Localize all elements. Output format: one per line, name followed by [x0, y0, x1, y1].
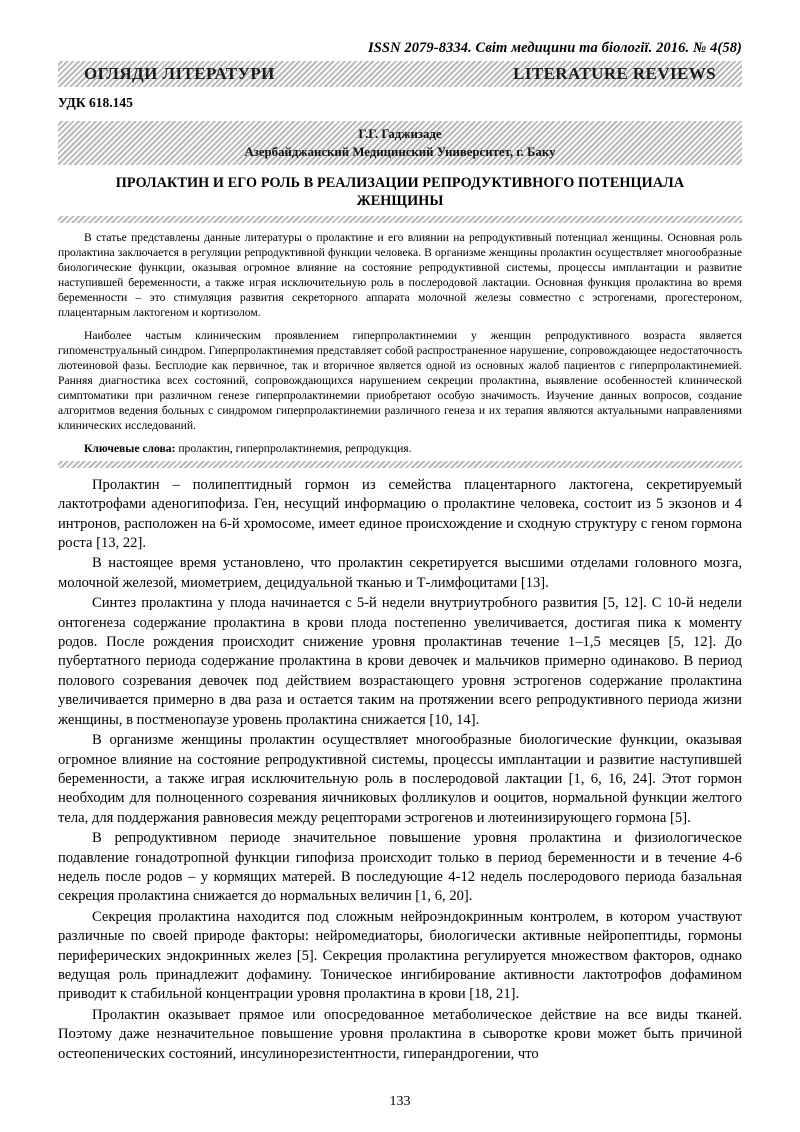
abstract-paragraph-1: В статье представлены данные литературы о пролактине и его влиянии на репродуктивный потенциал женщины. Основная роль пролактина заключается в регуляции репродуктивной функции человека. В организме женщины пролактин осуществляет многообразные биологические функции, оказывая огромное влияние на состояние репродуктивной системы, процессы имплантации и развитие наступившей беременности, а также играя исключительную роль в послеродовой лактации. Основная функция пролактина во время беременности – это стимуляция развития секреторного аппарата молочной железы совместно с эстрогенами, прогестероном, плацентарным лактогеном и кортизолом. [58, 231, 742, 320]
divider-below-abstract [58, 461, 742, 468]
section-title-ua: ОГЛЯДИ ЛІТЕРАТУРИ [84, 64, 275, 84]
body-paragraph-6: Секреция пролактина находится под сложным нейроэндокринным контролем, в котором участвуют различные по своей природе факторы: нейромедиаторы, биологически активные нейропептиды, гормоны периферических эндокринных желез [5]. Секреция пролактина регулируется множеством факторов, однако ведущая роль принадлежит дофамину. Тоническое ингибирование активности лактотрофов дофамином приводит к стабильной концентрации уровня пролактина в крови [18, 21]. [58, 908, 742, 1003]
udk-code: УДК 618.145 [58, 95, 133, 111]
section-header-bar [58, 61, 742, 87]
keywords-line [58, 442, 742, 455]
body-paragraph-4: В организме женщины пролактин осуществляет многообразные биологические функции, оказывая огромное влияние на состояние репродуктивной системы, процессы имплантации и развитие наступившей беременности, а также играя исключительную роль в послеродовой лактации [1, 6, 16, 24]. Этот гормон необходим для полноценного созревания яичниковых фолликулов и ооцитов, нормальной функции желтого тела, для поддержания равновесия между рецепторами эстрогенов и лютеинизирующего гормона [5]. [58, 732, 742, 826]
journal-header-line: ISSN 2079-8334. Світ медицини та біології. 2016. № 4(58) [368, 40, 742, 56]
divider-above-abstract [58, 216, 742, 223]
author-name: Г.Г. Гаджизаде [358, 127, 442, 142]
body-paragraph-5: В репродуктивном периоде значительное повышение уровня пролактина и физиологическое подавление гонадотропной функции гипофиза происходит только в период беременности и в течение 4-6 недель после родов – у кормящих матерей. В последующие 4-12 недель послеродового периода базальная секреция пролактина снижается до нормальных величин [1, 6, 20]. [58, 830, 742, 905]
abstract-paragraph-2: Наиболее частым клиническим проявлением гиперпролактинемии у женщин репродуктивного возраста является гипоменструальный синдром. Гиперпролактинемия представляет собой распространенное нарушение, сопровождающее недостаточность лютеиновой фазы. Бесплодие как первичное, так и вторичное является одной из основных жалоб пациентов с гиперпролактинемией. Ранняя диагностика всех состояний, сопровождающихся нарушением секреции пролактина, выявление особенностей клинической симптоматики при различном генезе гиперпролактинемии приобретают особую значимость. Изучение данных вопросов, создание алгоритмов ведения больных с синдромом гиперпролактинемии различного генеза и их терапия являются актуальными направлениями клинических исследований. [58, 329, 742, 432]
body-paragraph-7: Пролактин оказывает прямое или опосредованное метаболическое действие на все виды тканей. Поэтому даже незначительное повышение уровня пролактина в сыворотке крови может быть причиной остеопенических состояний, инсулинорезистентности, гиперандрогении, что [58, 1006, 742, 1062]
keywords-value: пролактин, гиперпролактинемия, репродукция. [175, 441, 412, 455]
author-block [58, 121, 742, 165]
page-number: 133 [389, 1094, 411, 1109]
body-paragraph-3: Синтез пролактина у плода начинается с 5-й недели внутриутробного развития [5, 12]. С 10-й недели онтогенеза содержание пролактина в крови плода постепенно увеличивается, достигая пика к моменту родов. После рождения происходит снижение уровня пролактинав течение 1–1,5 месяцев [5, 12]. До пубертатного периода содержание пролактина в крови девочек и мальчиков примерно одинаково. В период полового созревания девочек под действием возрастающего уровня эстрогенов содержание пролактина увеличивается примерно в два раза и остается таким на протяжении всего репродуктивного периода жизни женщины, в постменопаузе уровень пролактина снижается [10, 14]. [58, 595, 742, 728]
section-title-en: LITERATURE REVIEWS [513, 64, 716, 84]
article-title [58, 175, 742, 211]
article-title-line-1: ПРОЛАКТИН И ЕГО РОЛЬ В РЕАЛИЗАЦИИ РЕПРОДУКТИВНОГО ПОТЕНЦИАЛА [115, 174, 685, 191]
body-paragraph-1: Пролактин – полипептидный гормон из семейства плацентарного лактогена, секретируемый лактотрофами аденогипофиза. Ген, несущий информацию о пролактине человека, состоит из 5 экзонов и 4 интронов, расположен на 6-й хромосоме, имеет единое происхождение и сходную структуру с геном гормона роста [13, 22]. [58, 476, 742, 552]
body-paragraph-2: В настоящее время установлено, что пролактин секретируется высшими отделами головного мозга, молочной железой, миометрием, децидуальной тканью и Т-лимфоцитами [13]. [58, 555, 742, 591]
author-affiliation: Азербайджанский Медицинский Университет, г. Баку [244, 144, 556, 159]
keywords-label: Ключевые слова: [84, 441, 176, 455]
article-title-line-2: ЖЕНЩИНЫ [356, 192, 444, 209]
